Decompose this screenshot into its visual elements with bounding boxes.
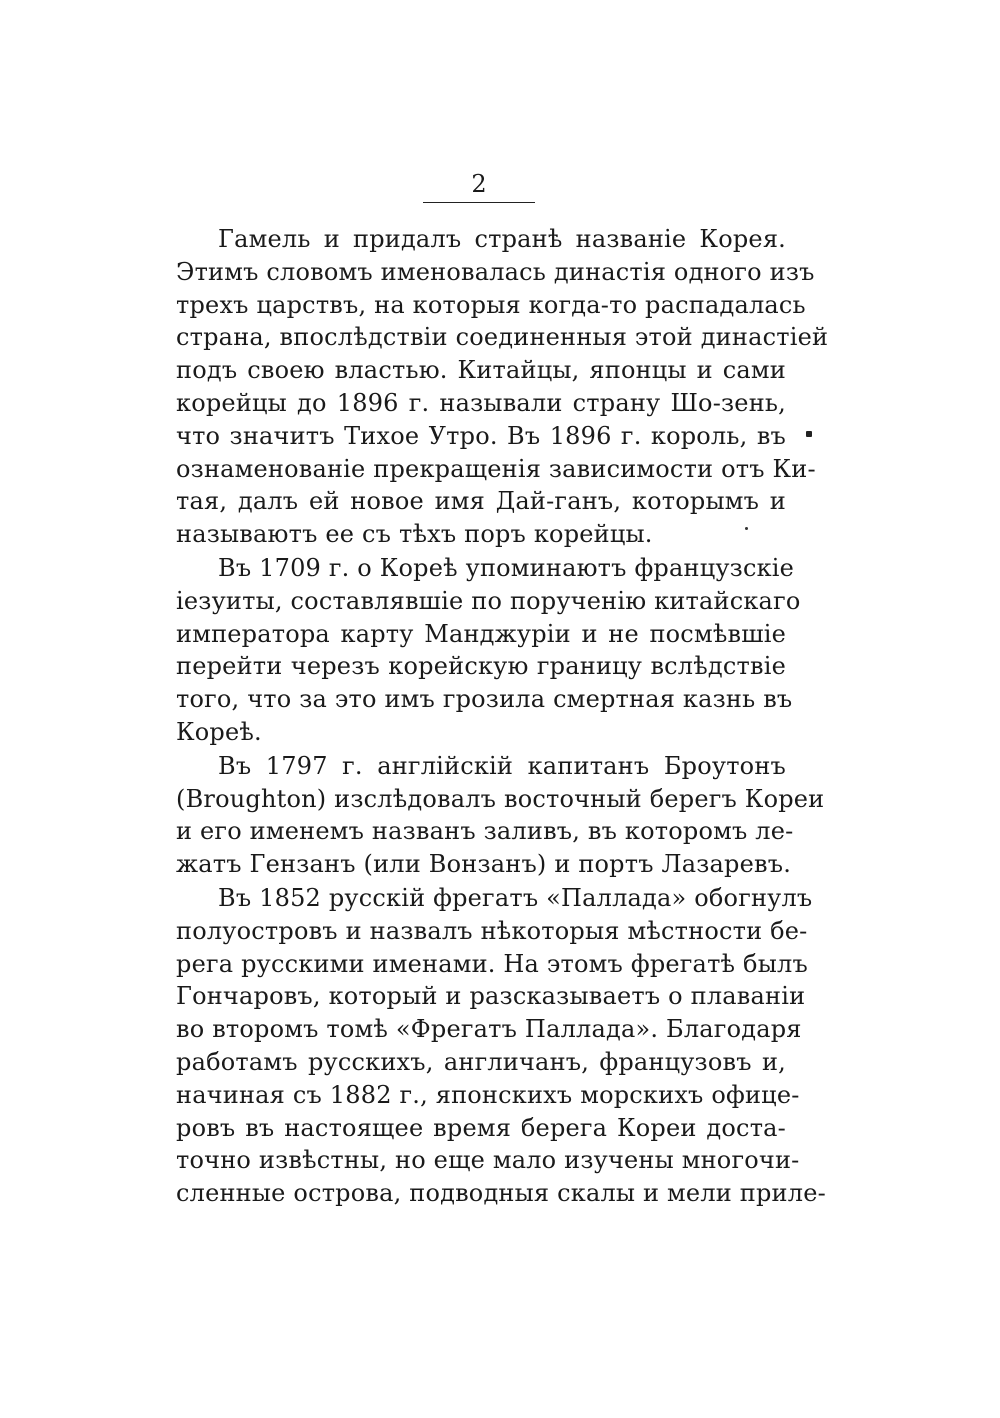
text-line: подъ своею властью. Китайцы, японцы и сами — [176, 356, 786, 385]
text-line: императора карту Манджуріи и не посмѣвшіе — [176, 619, 786, 648]
text-line: іезуиты, составлявшіе по порученію китайскаго — [176, 586, 801, 615]
text-line: страна, впослѣдствіи соединенныя этой династіей — [176, 323, 829, 352]
text-line: что значитъ Тихое Утро. Въ 1896 г. король, въ — [176, 421, 786, 450]
text-line: работамъ русскихъ, англичанъ, французовъ и, — [176, 1047, 786, 1076]
text-line: Гамель и придалъ странѣ названіе Корея. — [218, 225, 786, 253]
text-line: Кореѣ. — [176, 717, 262, 746]
text-line: во второмъ томѣ «Фрегатъ Паллада». Благодаря — [176, 1015, 802, 1044]
page-number: 2 — [471, 170, 487, 198]
text-line: Гончаровъ, который и разсказываетъ о плаваніи — [176, 982, 806, 1011]
text-line: рега русскими именами. На этомъ фрегатѣ былъ — [176, 949, 808, 978]
text-line: точно извѣстны, но еще мало изучены многочи- — [176, 1146, 800, 1175]
text-line: ознаменованіе прекращенія зависимости отъ Ки- — [176, 454, 816, 483]
text-line: Въ 1709 г. о Кореѣ упоминаютъ французскіе — [218, 553, 795, 582]
text-line: Этимъ словомъ именовалась династія одного изъ — [176, 257, 815, 286]
text-line: жатъ Гензанъ (или Вонзанъ) и портъ Лазаревъ. — [176, 850, 792, 879]
text-line: полуостровъ и назвалъ нѣкоторыя мѣстности бе- — [176, 916, 808, 945]
scan-artifact — [745, 527, 748, 530]
text-line: Въ 1797 г. англійскій капитанъ Броутонъ — [218, 751, 786, 780]
text-line: корейцы до 1896 г. называли страну Шо-зень, — [176, 388, 786, 417]
body-text — [176, 223, 829, 1210]
text-line: и его именемъ названъ заливъ, въ которомъ ле- — [176, 817, 794, 846]
text-line: трехъ царствъ, на которыя когда-то распадалась — [176, 290, 806, 319]
scan-artifact — [806, 431, 812, 437]
text-line: сленные острова, подводныя скалы и мели приле- — [176, 1179, 826, 1208]
text-line: ровъ въ настоящее время берега Кореи доста- — [176, 1113, 786, 1142]
text-line: того, что за это имъ грозила смертная казнь въ — [176, 685, 793, 714]
text-line: тая, далъ ей новое имя Дай-ганъ, которымъ и — [176, 487, 786, 516]
header-rule — [423, 202, 535, 203]
text-line: (Broughton) изслѣдовалъ восточный берегъ Кореи — [176, 784, 825, 813]
text-line: Въ 1852 русскій фрегатъ «Паллада» обогнулъ — [218, 883, 813, 912]
text-line: называютъ ее съ тѣхъ поръ корейцы. — [176, 520, 653, 549]
text-line: начиная съ 1882 г., японскихъ морскихъ офице- — [176, 1080, 800, 1109]
text-line: перейти черезъ корейскую границу вслѣдствіе — [176, 652, 786, 681]
